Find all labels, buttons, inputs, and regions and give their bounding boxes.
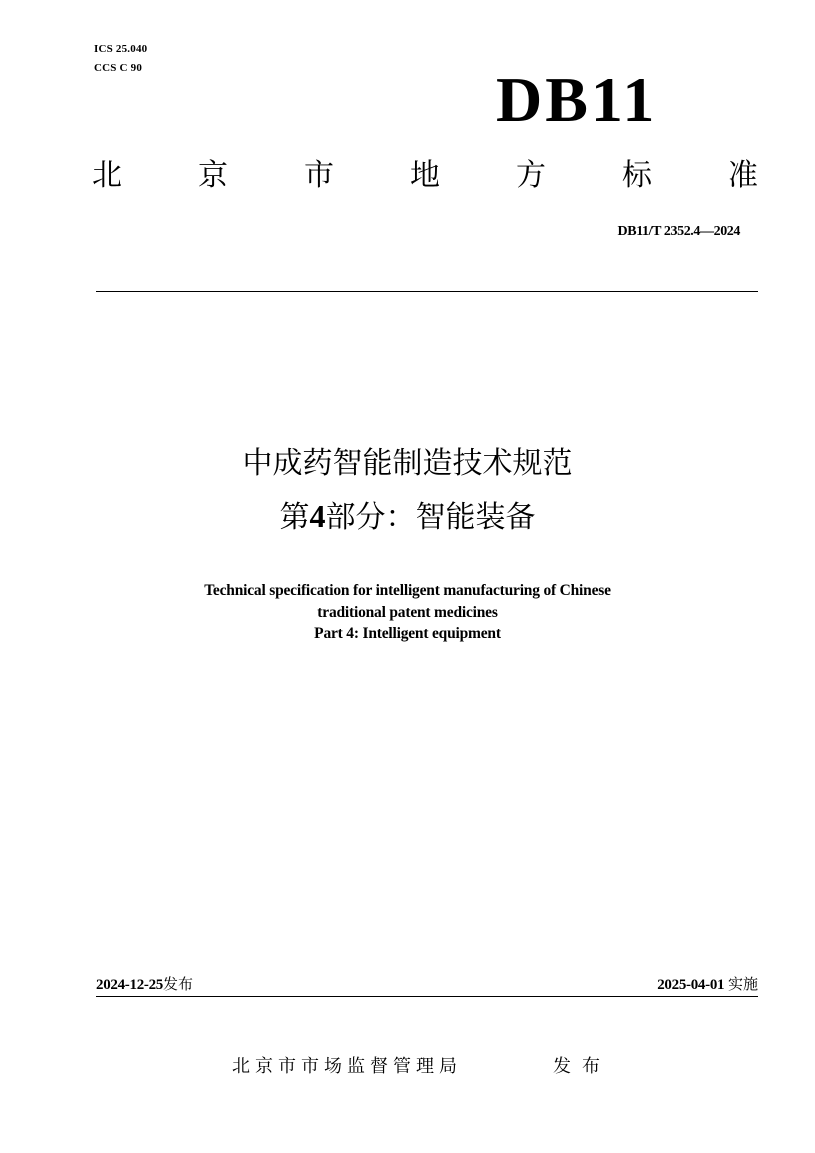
publish-date-block (96, 974, 193, 995)
standard-type-char: 京 (198, 158, 228, 193)
publish-date: 2024-12-25 (96, 977, 163, 993)
title-english (0, 580, 815, 645)
standard-type (92, 156, 758, 196)
title-english-line-3: Part 4: Intelligent equipment (314, 625, 501, 642)
standard-type-char: 市 (304, 158, 334, 193)
standard-type-char: 准 (728, 158, 758, 193)
implement-label: 实施 (727, 975, 758, 993)
publish-label: 发布 (163, 975, 194, 993)
implement-date: 2025-04-01 (657, 977, 725, 993)
db11-logo: DB11 (496, 64, 658, 135)
issue-label: 发布 (553, 1056, 611, 1077)
title-part-number: 4 (309, 498, 326, 534)
title-part-suffix: 部分：智能装备 (325, 500, 536, 535)
title-english-line-1: Technical specification for intelligent manufacturing of Chinese (204, 582, 611, 599)
standard-type-char: 方 (516, 158, 546, 193)
top-divider (96, 291, 758, 292)
title-chinese-line-2 (0, 494, 815, 540)
classification-codes (94, 40, 147, 78)
bottom-divider (96, 996, 758, 997)
standard-type-char: 地 (410, 158, 440, 193)
issuing-authority: 北京市市场监督管理局 (232, 1056, 462, 1077)
title-chinese-line-1: 中成药智能制造技术规范 (242, 446, 573, 481)
implement-date-block (657, 974, 758, 995)
standard-number: DB11/T 2352.4—2024 (617, 224, 740, 239)
ccs-code: CCS C 90 (94, 62, 143, 74)
title-part-prefix: 第 (279, 500, 310, 535)
ics-code: ICS 25.040 (94, 43, 148, 55)
standard-type-char: 标 (622, 158, 652, 193)
title-english-line-2: traditional patent medicines (317, 603, 498, 621)
standard-type-char: 北 (92, 158, 122, 193)
